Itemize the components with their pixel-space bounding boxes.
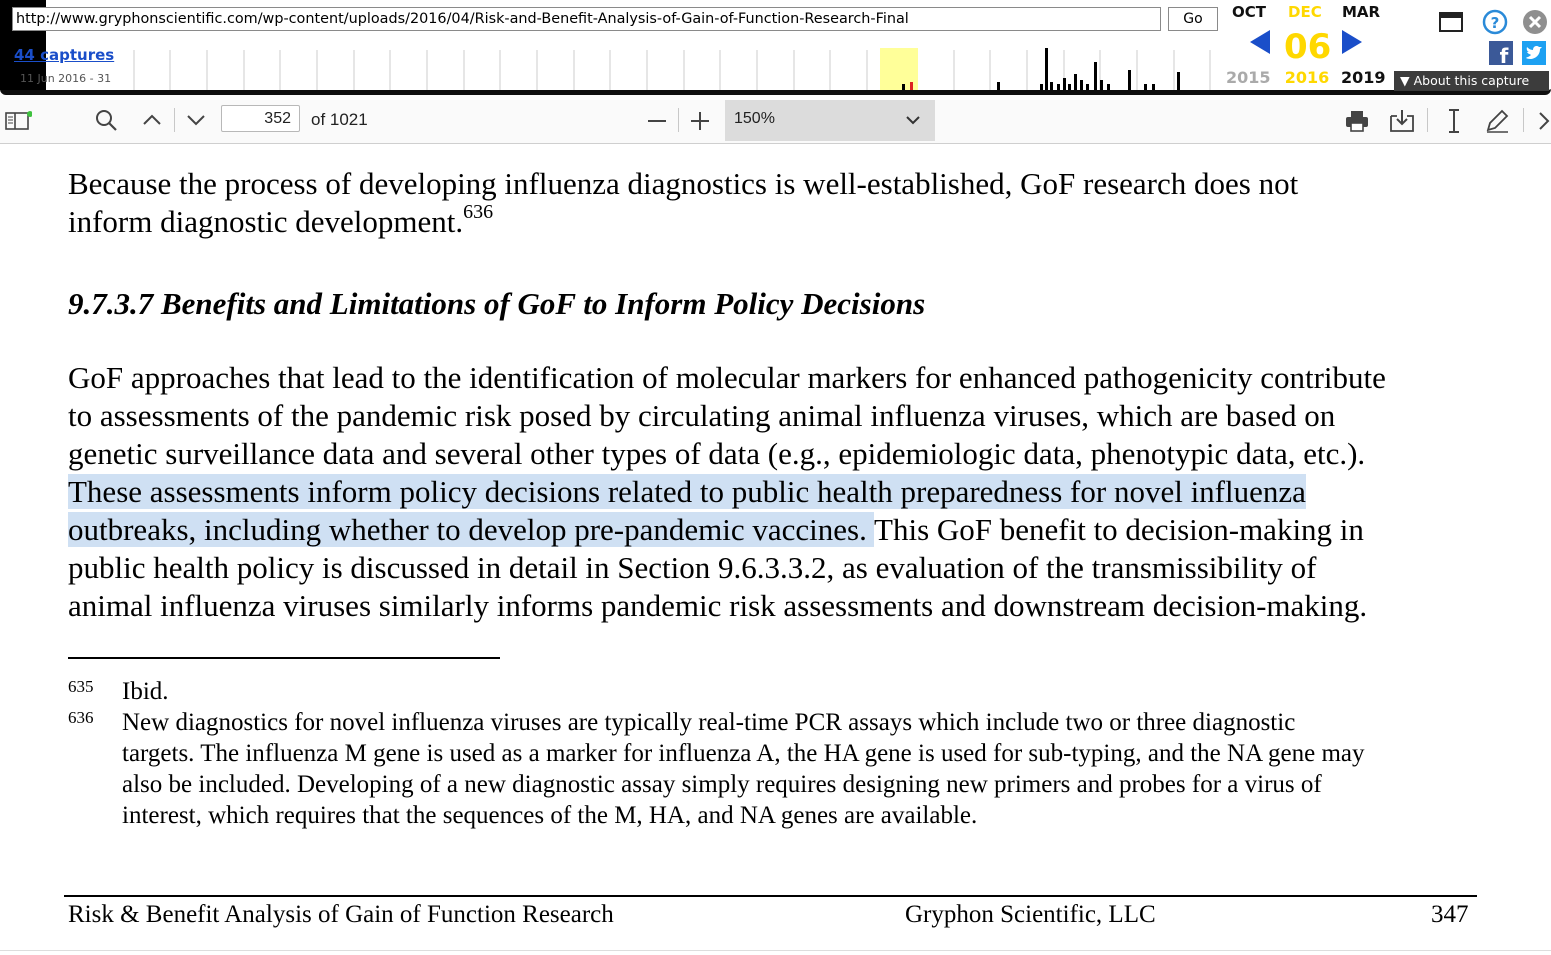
paragraph-line-text: This GoF benefit to decision-making in [874, 512, 1364, 547]
prev-year-label[interactable]: 2015 [1226, 68, 1271, 87]
footer-page-number: 347 [1431, 901, 1469, 928]
paragraph-line: animal influenza viruses similarly informs pandemic risk assessments and downstream decision-making. [68, 588, 1368, 623]
close-icon[interactable] [1522, 9, 1548, 35]
svg-text:f: f [1499, 44, 1509, 65]
zoom-value: 150% [734, 110, 775, 127]
paragraph-line [68, 473, 1386, 511]
paragraph-line [68, 202, 1488, 240]
footnote-line: New diagnostics for novel influenza viruses are typically real-time PCR assays which include two or three diagnostic [122, 709, 1296, 736]
toolbar-separator [174, 108, 175, 132]
page-bottom-edge [0, 950, 1551, 951]
more-tools-chevron-icon[interactable] [1537, 110, 1551, 132]
zoom-select[interactable] [725, 100, 935, 141]
toolbar-separator [1427, 108, 1428, 132]
current-month-label: DEC [1288, 3, 1322, 21]
paragraph-line [68, 511, 1386, 549]
prev-month-label[interactable]: OCT [1232, 3, 1266, 21]
chevron-down-icon [905, 114, 921, 126]
highlighted-text[interactable]: These assessments inform policy decisions related to public health preparedness for novel influenza [68, 474, 1306, 509]
footnote-number: 636 [68, 708, 94, 727]
current-year-label: 2016 [1284, 68, 1330, 87]
footnote-number: 635 [68, 677, 94, 696]
about-capture-dropdown[interactable] [1394, 71, 1549, 91]
about-capture-label: About this capture [1413, 73, 1530, 88]
footer-publisher: Gryphon Scientific, LLC [905, 901, 1156, 928]
footer-divider [64, 895, 1477, 897]
paragraph-policy [68, 359, 1386, 625]
annotate-pen-icon[interactable] [1484, 108, 1510, 134]
wayback-toolbar [0, 0, 1551, 95]
next-capture-arrow-icon[interactable] [1342, 30, 1362, 54]
footer-title: Risk & Benefit Analysis of Gain of Function Research [68, 901, 614, 928]
toolbar-separator [1523, 108, 1524, 132]
zoom-in-icon[interactable] [689, 110, 711, 132]
footnote-text [122, 676, 169, 707]
footnote-divider [68, 657, 500, 659]
capture-sparkline[interactable] [132, 44, 1217, 90]
paragraph-line-text: inform diagnostic development. [68, 204, 464, 239]
print-icon[interactable] [1344, 109, 1370, 133]
next-year-label[interactable]: 2019 [1341, 68, 1386, 87]
sparkline-bars [902, 48, 1180, 90]
wayback-go-button[interactable]: Go [1168, 7, 1218, 31]
prev-capture-arrow-icon[interactable] [1250, 30, 1270, 54]
current-day-label: 06 [1284, 27, 1332, 67]
pdf-toolbar [0, 100, 1551, 144]
paragraph-diagnostics [68, 164, 1488, 240]
triangle-down-icon: ▼ [1400, 73, 1414, 88]
previous-page-icon[interactable] [141, 110, 163, 130]
help-icon[interactable] [1482, 9, 1508, 35]
footnote-line: interest, which requires that the sequences of the M, HA, and NA genes are available. [122, 802, 978, 829]
facebook-icon[interactable] [1489, 41, 1513, 65]
svg-text:?: ? [1490, 14, 1500, 32]
page-number-input[interactable]: 352 [221, 105, 300, 132]
zoom-out-icon[interactable] [646, 110, 668, 132]
paragraph-line: GoF approaches that lead to the identification of molecular markers for enhanced pathogenicity contribute [68, 360, 1386, 395]
next-month-label[interactable]: MAR [1342, 3, 1381, 21]
footnote-line: targets. The influenza M gene is used as a marker for influenza A, the HA gene is used for sub-typing, and the NA gene may [122, 740, 1365, 767]
text-select-icon[interactable] [1444, 108, 1464, 134]
toolbar-separator [678, 108, 679, 132]
captures-link[interactable]: 44 captures [14, 46, 115, 64]
footnote-reference[interactable]: 636 [463, 201, 494, 223]
sidebar-toggle-icon[interactable] [4, 110, 32, 132]
next-page-icon[interactable] [185, 110, 207, 130]
paragraph-line: to assessments of the pandemic risk posed by circulating animal influenza viruses, which are based on [68, 398, 1336, 433]
page-total-label: of 1021 [311, 110, 368, 129]
paragraph-line: genetic surveillance data and several other types of data (e.g., epidemiologic data, phenotypic data, etc.). [68, 436, 1366, 471]
download-icon[interactable] [1388, 108, 1416, 134]
paragraph-line: public health policy is discussed in detail in Section 9.6.3.3.2, as evaluation of the transmissibility of [68, 550, 1317, 585]
window-icon[interactable] [1438, 10, 1464, 34]
wayback-url-input[interactable]: http://www.gryphonscientific.com/wp-content/uploads/2016/04/Risk-and-Benefit-Analysis-of-Gain-of-Function-Research-Final [12, 7, 1161, 31]
search-icon[interactable] [94, 108, 118, 132]
footnote-line: Ibid. [122, 678, 169, 705]
sparkline-year-dividers [134, 50, 1210, 90]
capture-date-range: 11 Jun 2016 - 31 [20, 72, 112, 85]
twitter-icon[interactable] [1522, 41, 1546, 65]
footnote-text [122, 707, 1364, 831]
section-heading: 9.7.3.7 Benefits and Limitations of GoF to Inform Policy Decisions [68, 286, 926, 321]
footnote-line: also be included. Developing of a new diagnostic assay simply requires designing new primers and probes for a virus of [122, 771, 1322, 798]
paragraph-line: Because the process of developing influenza diagnostics is well-established, GoF research does not [68, 166, 1299, 201]
highlighted-text[interactable]: outbreaks, including whether to develop pre-pandemic vaccines. [68, 512, 875, 547]
